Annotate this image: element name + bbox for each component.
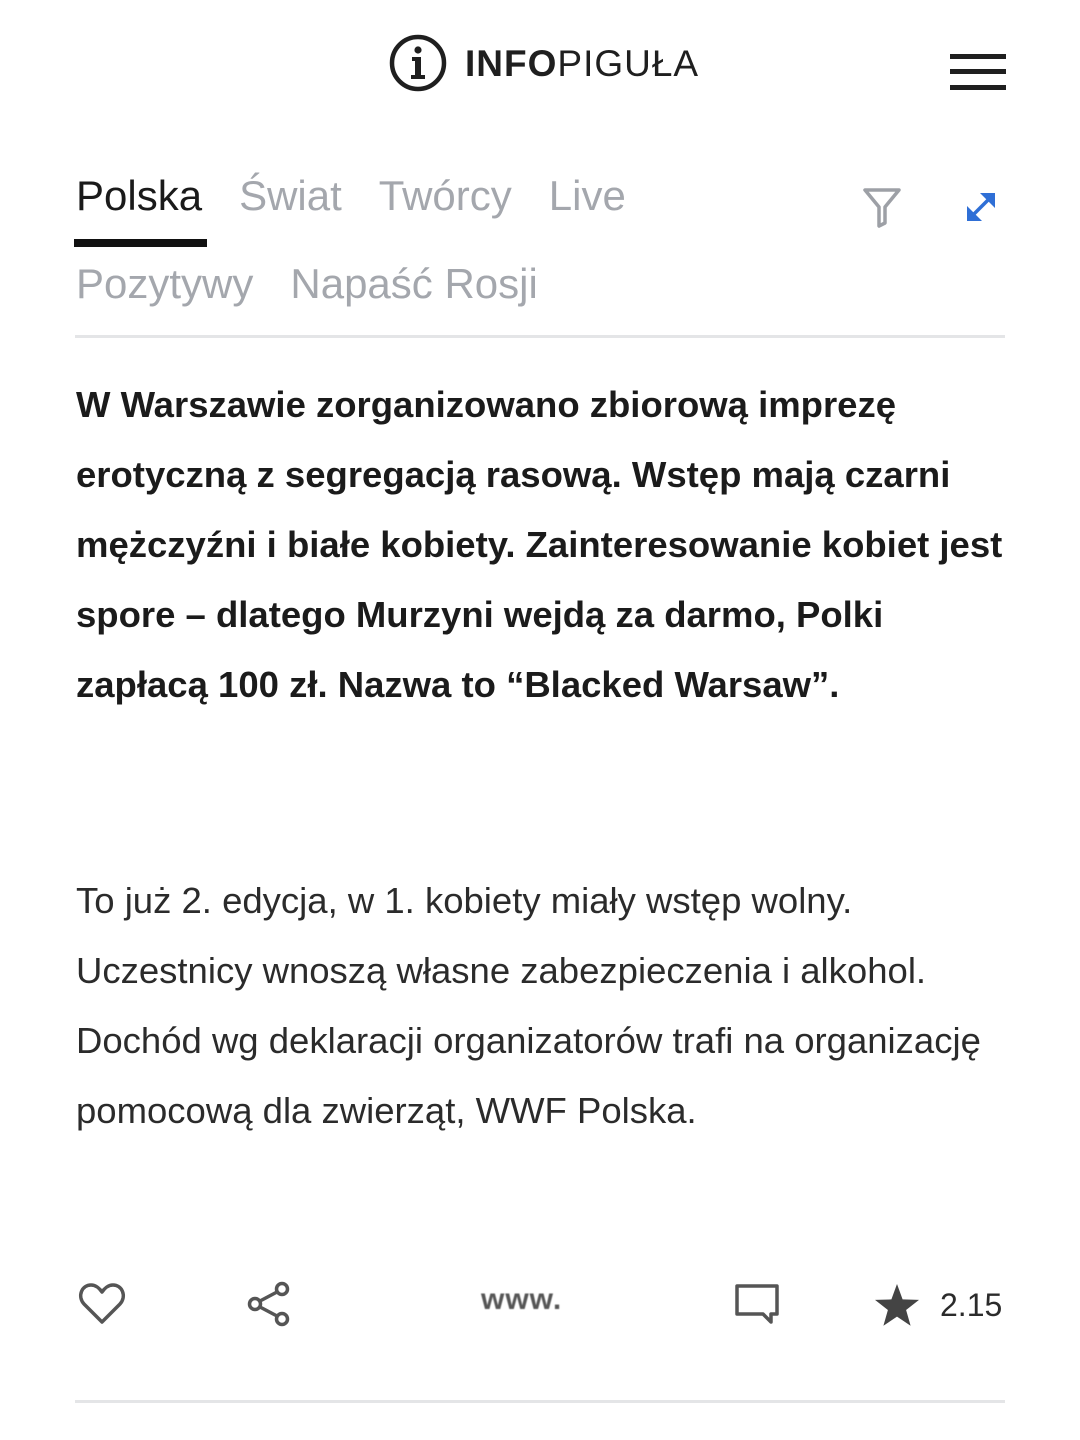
comment-icon [733,1282,781,1326]
tab-pozytywy[interactable]: Pozytywy [76,260,254,307]
logo-text-light: PIGUŁA [557,42,700,84]
tab-tworcy[interactable]: Twórcy [378,172,512,219]
share-button[interactable] [246,1276,292,1332]
tab-swiat[interactable]: Świat [239,172,342,219]
rating-value: 2.15 [940,1286,1003,1323]
source-link[interactable]: www. [481,1283,563,1316]
expand-arrows-icon[interactable] [962,188,1000,226]
logo-wordmark [465,42,700,84]
logo-text-bold: INFO [465,42,558,84]
rating[interactable] [874,1280,1002,1330]
hamburger-menu-icon[interactable] [950,54,1006,90]
share-icon [246,1281,292,1327]
app-header [0,0,1080,130]
heart-icon [78,1282,126,1326]
tab-live[interactable]: Live [548,172,626,219]
tab-napasc-rosji[interactable]: Napaść Rosji [290,260,538,307]
category-tabs-row-2 [76,260,575,308]
footer-divider [75,1400,1005,1403]
tabs-divider [75,335,1005,338]
filter-icon[interactable] [862,186,902,228]
info-circle-icon [389,34,447,92]
like-button[interactable] [78,1276,126,1332]
active-tab-indicator [74,239,207,247]
category-tabs-row-1 [76,172,663,232]
article-body: To już 2. edycja, w 1. kobiety miały wstęp wolny. Uczestnicy wnoszą własne zabezpieczenia i alkohol. Dochód wg deklaracji organizatorów trafi na organizację pomocową dla zwierząt, WWF Polska. [76,880,981,1131]
article-headline: W Warszawie zorganizowano zbiorową imprezę erotyczną z segregacją rasową. Wstęp mają czarni mężczyźni i białe kobiety. Zainteresowanie kobiet jest spore – dlatego Murzyni wejdą za darmo, Polki zapłacą 100 zł. Nazwa to “Blacked Warsaw”. [76,384,1003,705]
comment-button[interactable] [733,1276,781,1332]
star-icon [874,1283,920,1327]
tab-polska[interactable]: Polska [76,172,203,219]
infopigula-logo[interactable] [389,32,699,94]
